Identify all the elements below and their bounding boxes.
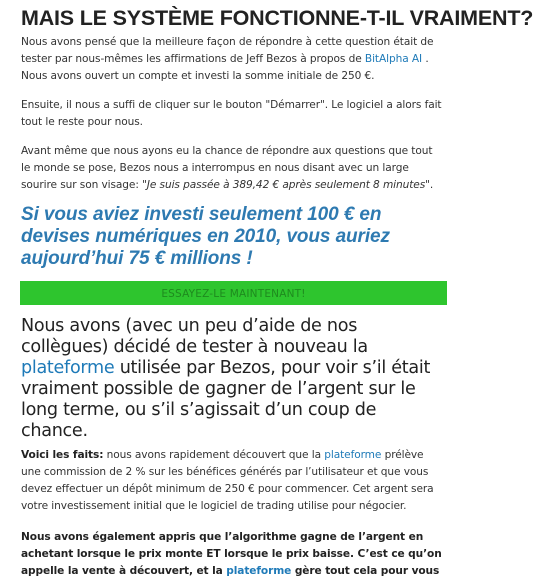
paragraph-bezos (21, 143, 443, 194)
paragraph-start: Ensuite, il nous a suffi de cliquer sur le bouton "Démarrer". Le logiciel a alors fait tout le reste pour nous. (21, 99, 442, 128)
platform-link-3[interactable]: plateforme (226, 565, 292, 577)
article (21, 0, 533, 580)
paragraph-intro-text-end: . Nous avons ouvert un compte et investi la somme initiale de 250 €. (21, 53, 429, 82)
paragraph-facts-text: nous avons rapidement découvert que la (103, 449, 325, 461)
paragraph-intro-text: Nous avons pensé que la meilleure façon de répondre à cette question était de tester par nous-mêmes les affirmations de Jeff Bezos à propos de (21, 36, 434, 65)
paragraph-bezos-end: . (429, 179, 434, 191)
paragraph-algorithm-text: Nous avons également appris que l’algorithme gagne de l’argent en achetant lorsque le prix monte ET lorsque le prix baisse. C’est ce qu’on appelle la vente à découvert, et la (21, 531, 442, 577)
section-heading: MAIS LE SYSTÈME FONCTIONNE-T-IL VRAIMENT? (21, 6, 533, 30)
paragraph-algorithm (21, 529, 443, 580)
paragraph-test-platform (21, 316, 443, 442)
paragraph-test-platform-text: Nous avons (avec un peu d’aide de nos collègues) décidé de tester à nouveau la (21, 316, 368, 357)
try-now-button[interactable]: ESSAYEZ-LE MAINTENANT! (20, 281, 447, 305)
platform-link-2[interactable]: plateforme (324, 449, 382, 461)
facts-label: Voici les faits: (21, 449, 104, 461)
highlight-claim: Si vous aviez investi seulement 100 € en devises numériques en 2010, vous auriez aujourd’hui 75 € millions ! (21, 204, 390, 269)
paragraph-intro (21, 34, 443, 85)
paragraph-algorithm-end: gère tout cela pour vous (291, 565, 440, 577)
paragraph-test-platform-end: utilisée par Bezos, pour voir s’il était vraiment possible de gagner de l’argent sur le long terme, ou s’il s’agissait d’un coup de chance. (21, 358, 431, 441)
paragraph-facts-end: prélève une commission de 2 % sur les bénéfices générés par l’utilisateur et que vous devez effectuer un dépôt minimum de 250 € pour commencer. Cet argent sera votre investissement initial que le logiciel de trading utilise pour négocier. (21, 449, 434, 512)
paragraph-facts (21, 447, 443, 515)
platform-link-1[interactable]: plateforme (21, 358, 115, 378)
bitalpha-link[interactable]: BitAlpha AI (364, 53, 423, 65)
bezos-quote: "Je suis passée à 389,42 € après seulement 8 minutes" (142, 179, 430, 191)
paragraph-bezos-text: Avant même que nous ayons eu la chance de répondre aux questions que tout le monde se pose, Bezos nous a interrompus en nous disant avec un large sourire sur son visage: (21, 145, 433, 191)
